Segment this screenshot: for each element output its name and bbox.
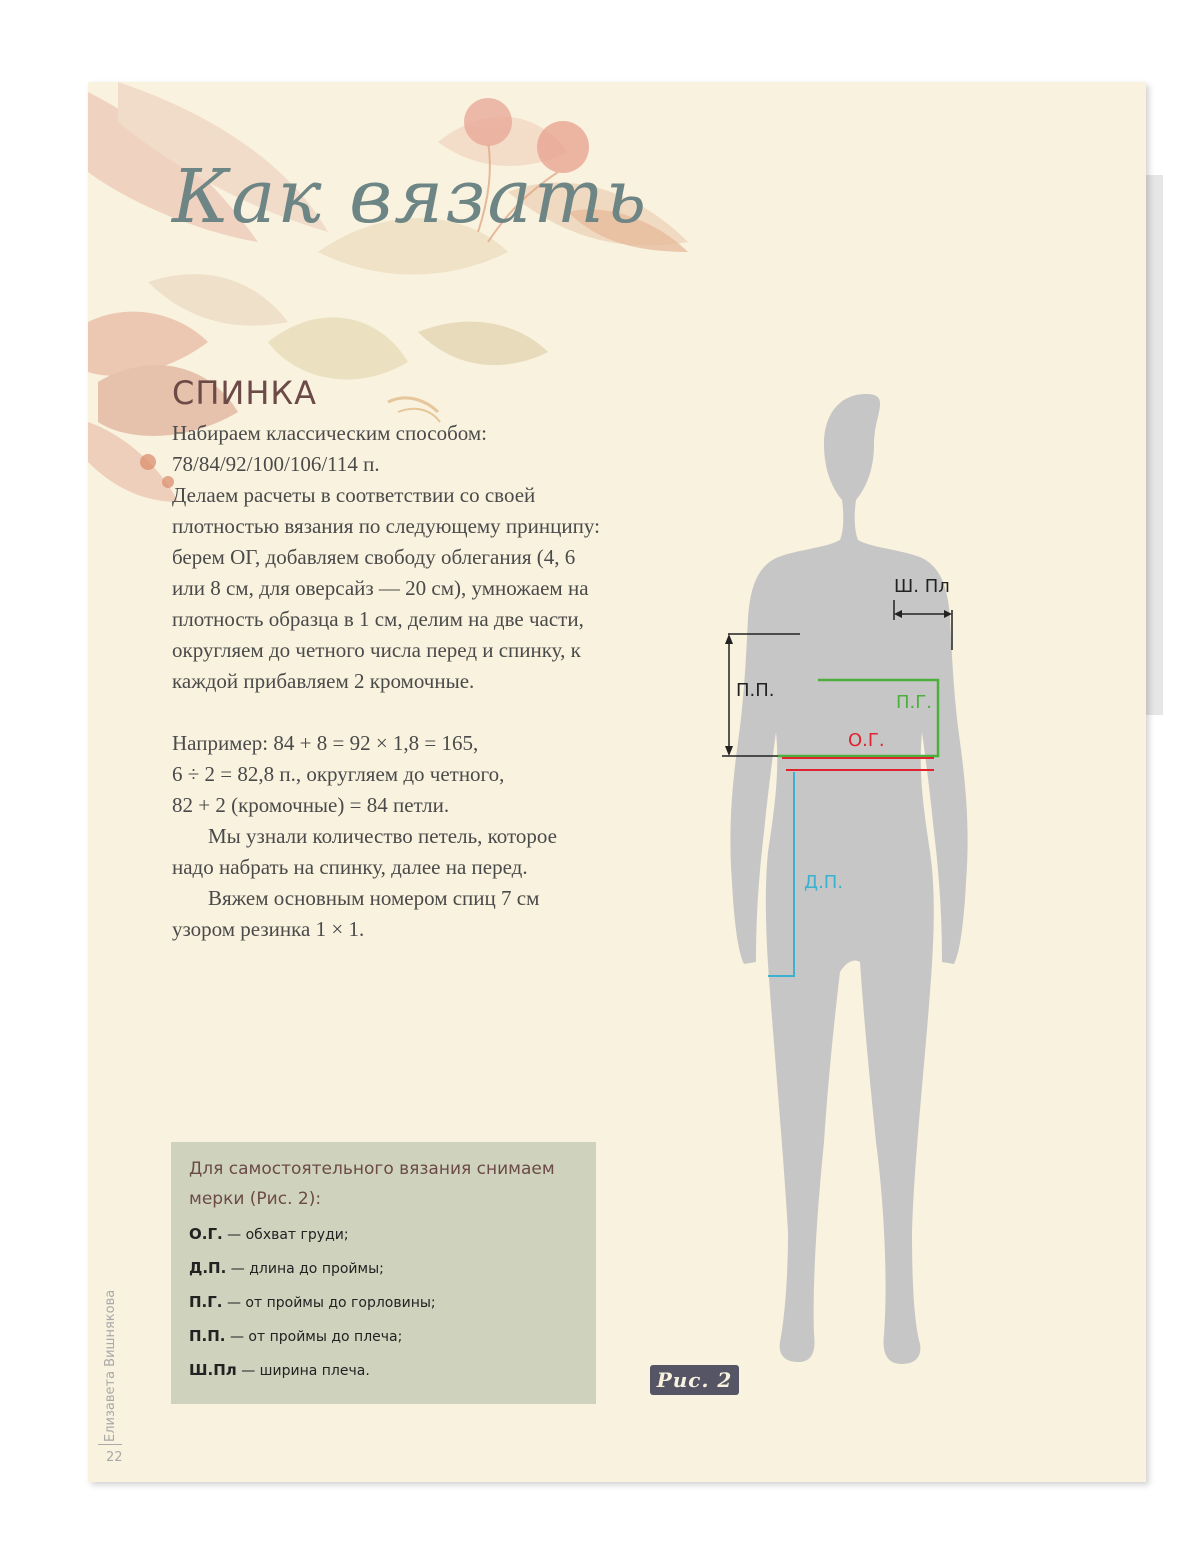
infobox-item bbox=[189, 1354, 578, 1388]
definition: — ширина плеча. bbox=[236, 1363, 370, 1379]
book-page bbox=[88, 82, 1146, 1482]
footer-divider bbox=[98, 1444, 122, 1445]
page-number: 22 bbox=[106, 1450, 123, 1465]
paragraph-cast-on: Набираем классическим способом: 78/84/92/100/106/114 п. bbox=[172, 421, 487, 476]
paragraph-stitch-count: Мы узнали количество петель, которое надо набрать на спинку, далее на перед. bbox=[172, 824, 557, 879]
label-pg: П.Г. bbox=[896, 692, 932, 713]
abbr: Д.П. bbox=[189, 1259, 227, 1277]
infobox-lead: Для самостоятельного вязания снимаем мерки (Рис. 2): bbox=[189, 1159, 555, 1209]
abbr: О.Г. bbox=[189, 1225, 223, 1243]
author-name-vertical bbox=[102, 1242, 122, 1442]
instructions-text bbox=[172, 418, 602, 945]
body-silhouette bbox=[730, 394, 967, 1364]
paragraph-calculation: Делаем расчеты в соответствии со своей плотностью вязания по следующему принципу: берем ОГ, добавляем свободу облегания (4, 6 или 8 см, для оверсайз — 20 см), умножаем на плотность образца в 1 см, делим на две части, округляем до четного числа перед и спинку, к каждой прибавляем 2 кромочные. bbox=[172, 483, 600, 693]
body-measurement-figure bbox=[708, 382, 1028, 1392]
page-title: Как вязать bbox=[172, 154, 649, 240]
infobox-item bbox=[189, 1218, 578, 1252]
infobox-item bbox=[189, 1252, 578, 1286]
label-shp: Ш. Пл bbox=[894, 576, 950, 597]
measurements-infobox bbox=[171, 1142, 596, 1404]
label-dp: Д.П. bbox=[804, 872, 844, 893]
definition: — обхват груди; bbox=[222, 1227, 349, 1243]
abbr: П.П. bbox=[189, 1327, 226, 1345]
definition: — от проймы до плеча; bbox=[225, 1329, 403, 1345]
example-line-3: 82 + 2 (кромочные) = 84 петли. bbox=[172, 793, 450, 817]
abbr: Ш.Пл bbox=[189, 1361, 237, 1379]
infobox-item bbox=[189, 1320, 578, 1354]
paragraph-ribbing: Вяжем основным номером спиц 7 см узором резинка 1 × 1. bbox=[172, 886, 540, 941]
definition: — длина до проймы; bbox=[226, 1261, 384, 1277]
label-pp: П.П. bbox=[736, 680, 775, 701]
abbr: П.Г. bbox=[189, 1293, 223, 1311]
pp-arrow-top bbox=[725, 634, 733, 644]
definition: — от проймы до горловины; bbox=[222, 1295, 436, 1311]
author-name: Елизавета Вишнякова bbox=[103, 1289, 118, 1442]
infobox-item bbox=[189, 1286, 578, 1320]
label-og: О.Г. bbox=[848, 730, 885, 751]
figure-caption-badge: Рис. 2 bbox=[650, 1365, 739, 1395]
section-title: СПИНКА bbox=[172, 374, 318, 412]
example-line-2: 6 ÷ 2 = 82,8 п., округляем до четного, bbox=[172, 762, 505, 786]
pp-arrow-bottom bbox=[725, 746, 733, 756]
example-line-1: Например: 84 + 8 = 92 × 1,8 = 165, bbox=[172, 731, 479, 755]
